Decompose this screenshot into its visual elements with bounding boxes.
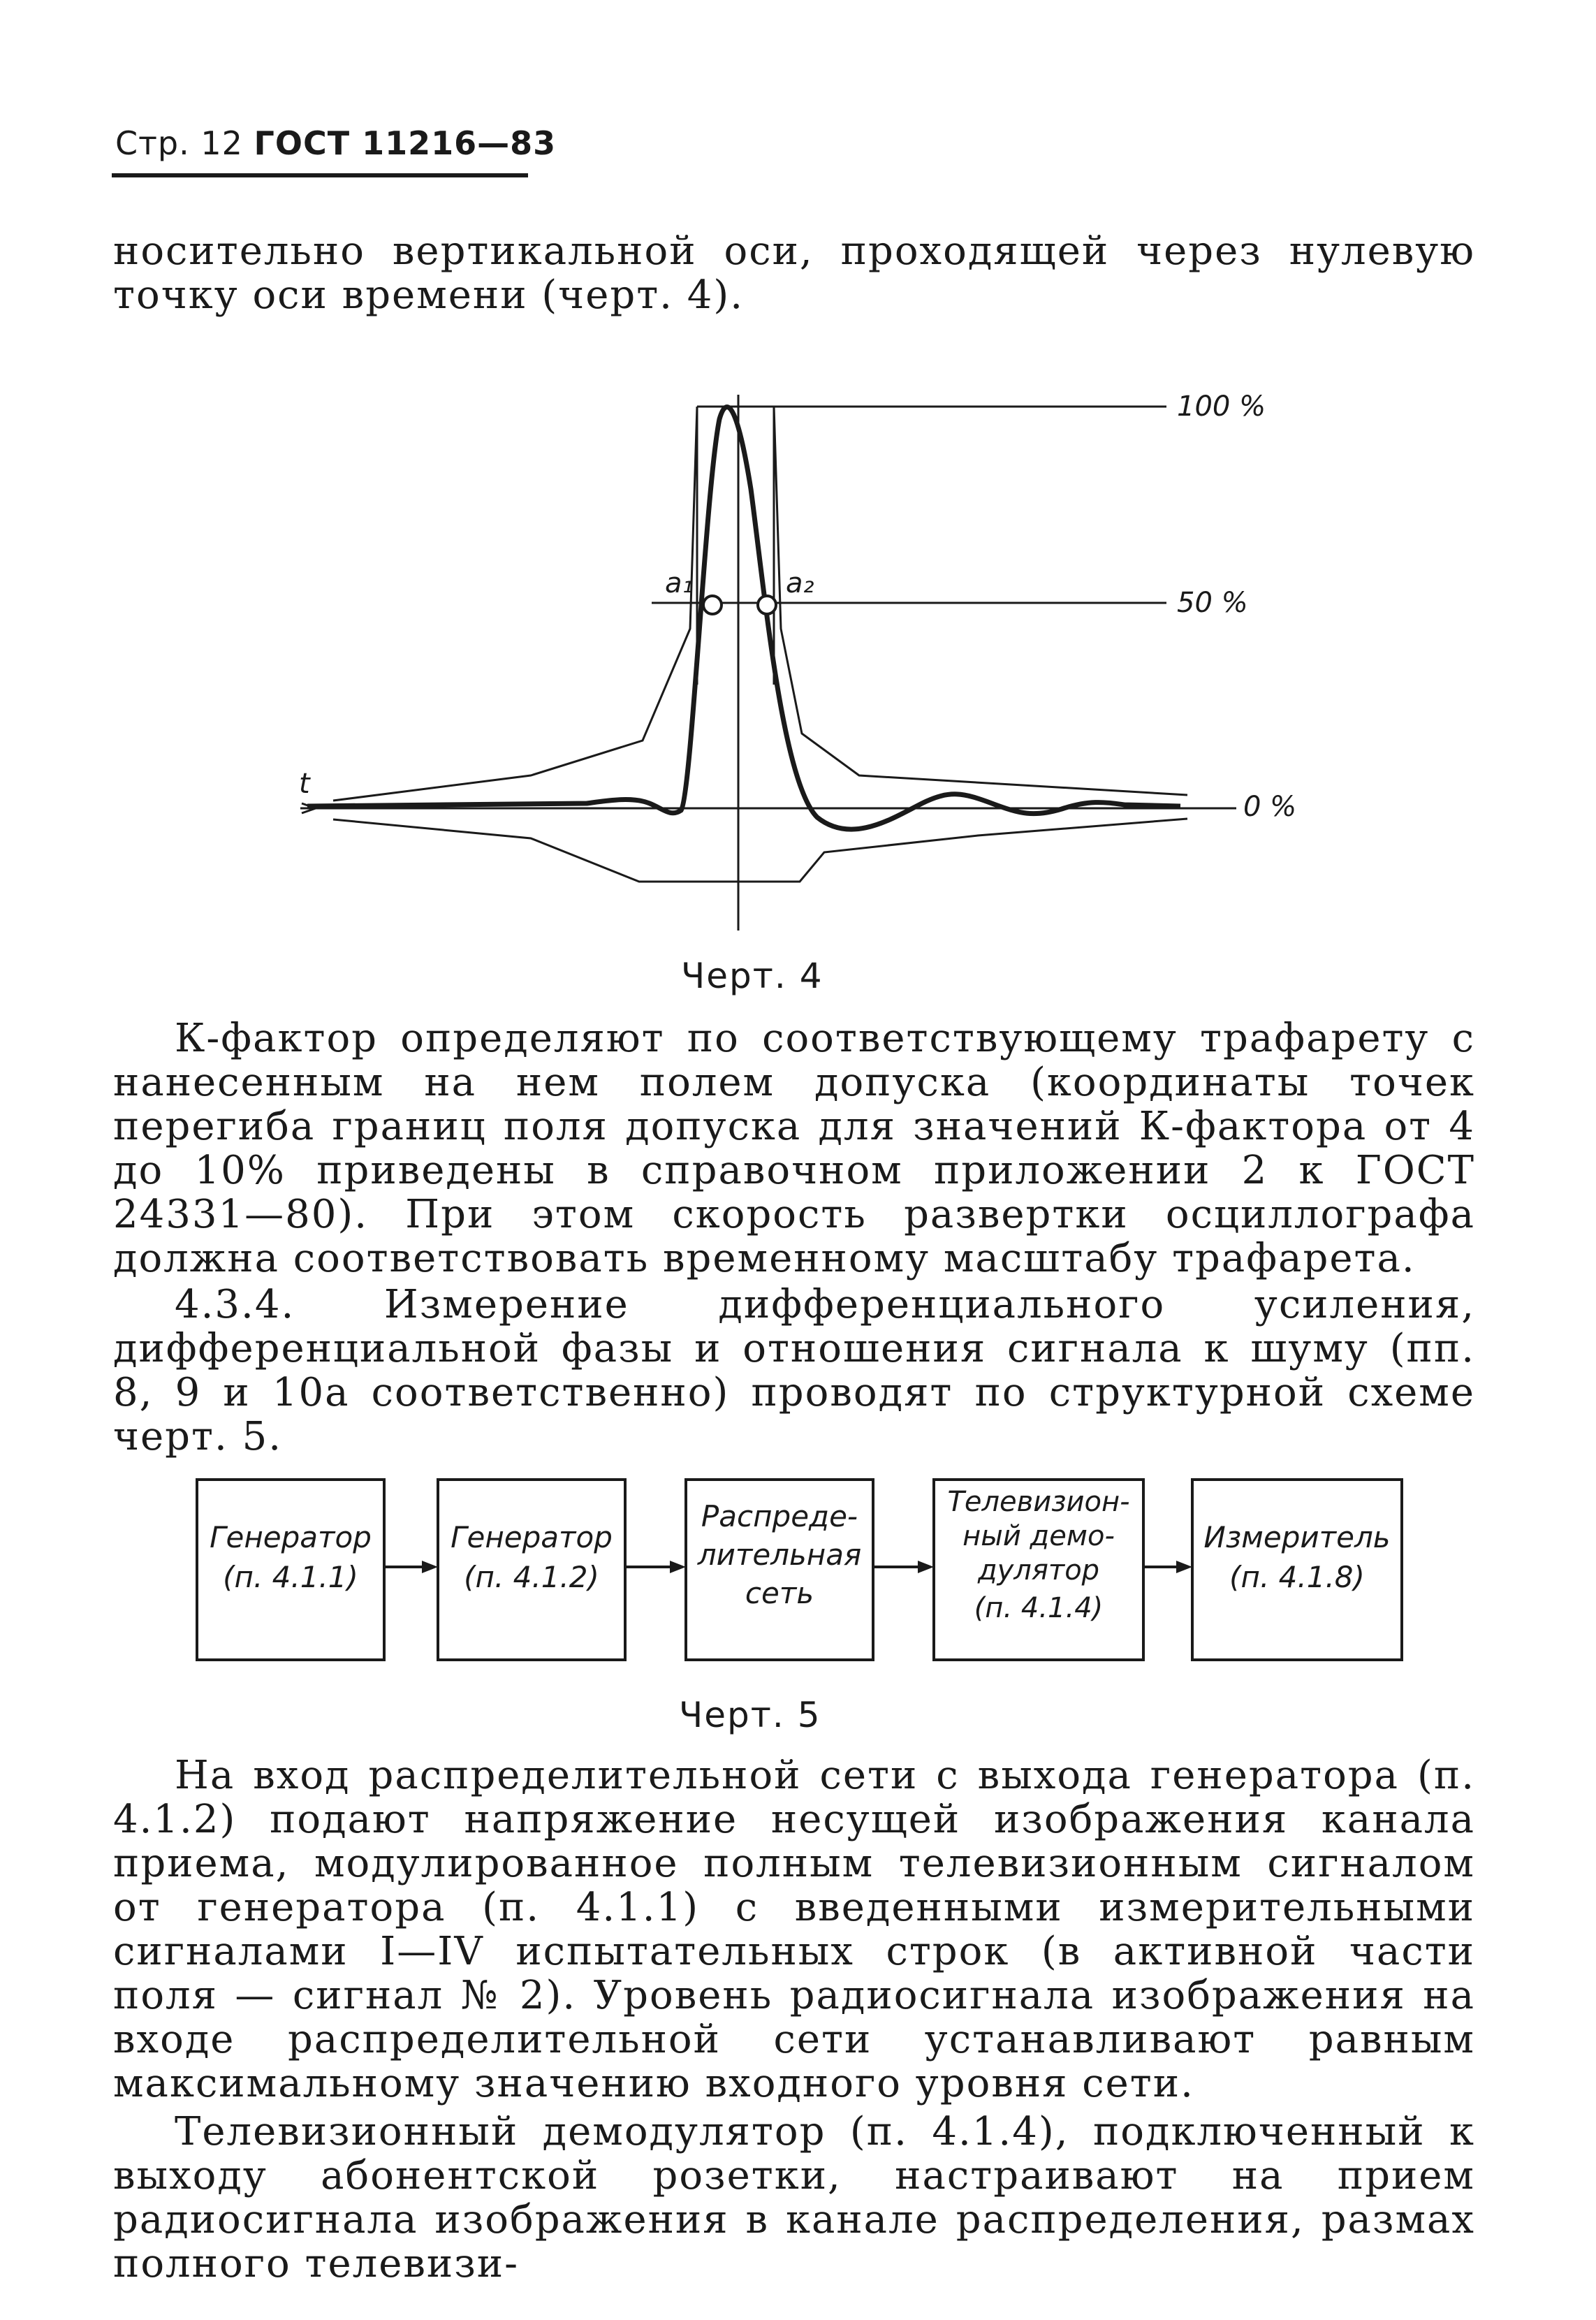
block-2-line-1: Генератор <box>451 1520 613 1554</box>
page-number: Стр. 12 <box>115 124 243 162</box>
paragraph-1: носительно вертикальной оси, проходящей через нулевую точку оси времени (черт. 4). <box>113 228 1475 318</box>
header-rule <box>112 173 528 177</box>
block-4-line-4: (п. 4.1.4) <box>974 1592 1104 1624</box>
page-header <box>115 124 556 162</box>
arrow-2-head <box>670 1561 686 1573</box>
point-a1-marker <box>703 596 722 614</box>
arrow-4-head <box>1176 1561 1192 1573</box>
block-1-line-1: Генератор <box>210 1520 372 1554</box>
paragraph-4: На вход распределительной сети с выхода генератора (п. 4.1.2) подают напряжение несущей изображения канала приема, модулированное полным телевизионным сигналом от генератора (п. 4.1.1) с введенными измерительными сигналами I—IV испытательных строк (в активной части поля — сигнал № 2). Уровень радиосигнала изображения на входе распределительной сети устанавливают равным максимальному значению входного уровня сети. <box>113 1753 1475 2106</box>
paragraph-5: Телевизионный демодулятор (п. 4.1.4), подключенный к выходу абонентской розетки, настраивают на прием радиосигнала изображения в канале распределения, размах полного телевизи- <box>113 2109 1475 2286</box>
upper-tolerance-boundary-right <box>774 407 1187 795</box>
label-a1: a₁ <box>665 567 694 599</box>
figure-5-caption: Черт. 5 <box>679 1695 821 1735</box>
gost-number: ГОСТ 11216—83 <box>254 124 557 162</box>
block-4-line-2: ный демо- <box>962 1520 1115 1552</box>
block-3-line-1: Распреде- <box>701 1499 858 1533</box>
lower-tolerance-boundary <box>333 819 1187 882</box>
paragraph-3: 4.3.4. Измерение дифференциального усиления, дифференциальной фазы и отношения сигнала к шуму (пп. 8, 9 и 10а соответственно) проводят по структурной схеме черт. 5. <box>113 1282 1475 1459</box>
block-5-line-2: (п. 4.1.8) <box>1229 1560 1365 1594</box>
block-2-line-2: (п. 4.1.2) <box>464 1560 599 1594</box>
block-1-line-2: (п. 4.1.1) <box>223 1560 358 1594</box>
point-a2-marker <box>758 596 776 614</box>
block-5-line-1: Измеритель <box>1203 1520 1391 1554</box>
arrow-3-head <box>918 1561 934 1573</box>
paragraph-2: К-фактор определяют по соответствующему трафарету с нанесенным на нем полем допуска (координаты точек перегиба границ поля допуска для значений К-фактора от 4 до 10% приведены в справочном приложении 2 к ГОСТ 24331—80). При этом скорость развертки осциллографа должна соответствовать временному масштабу трафарета. <box>113 1016 1475 1281</box>
figure-4-pulse-diagram <box>279 377 1341 936</box>
upper-tolerance-boundary <box>333 407 697 801</box>
block-3-line-3: сеть <box>745 1576 814 1610</box>
label-50-percent: 50 % <box>1177 587 1248 619</box>
block-4-line-1: Телевизион- <box>947 1486 1130 1518</box>
label-100-percent: 100 % <box>1177 391 1266 423</box>
figure-4-caption: Черт. 4 <box>681 956 823 996</box>
label-t: t <box>299 768 310 800</box>
pulse-curve <box>307 407 1180 830</box>
figure-5-block-diagram <box>189 1467 1425 1670</box>
block-4-line-3: дулятор <box>977 1554 1100 1586</box>
label-a2: a₂ <box>786 567 814 599</box>
arrow-1-head <box>422 1561 438 1573</box>
block-3-line-2: лительная <box>697 1538 862 1572</box>
label-0-percent: 0 % <box>1243 791 1297 823</box>
